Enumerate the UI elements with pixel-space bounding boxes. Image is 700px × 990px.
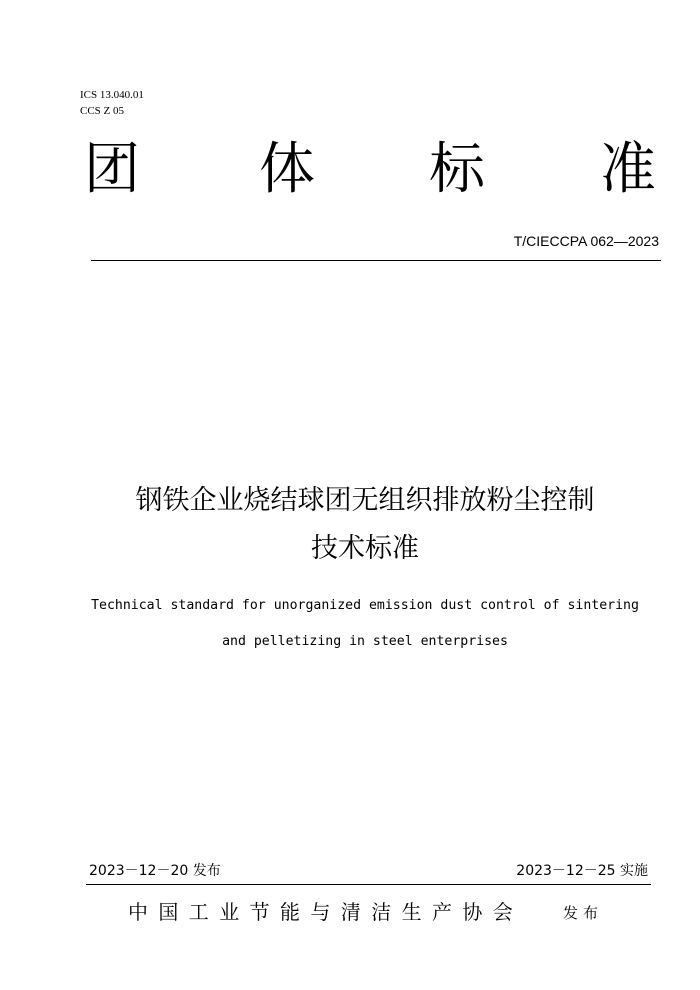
title-en-line-1: Technical standard for unorganized emission dust control of sintering bbox=[91, 598, 639, 613]
doc-type-char: 标 bbox=[429, 137, 485, 202]
doc-type-char: 团 bbox=[84, 137, 140, 202]
doc-type-char: 体 bbox=[259, 137, 315, 202]
standard-number: T/CIECCPA 062—2023 bbox=[513, 233, 659, 249]
ics-code: ICS 13.040.01 bbox=[80, 89, 144, 101]
title-en-line-2: and pelletizing in steel enterprises bbox=[222, 634, 508, 649]
publish-label: 发布 bbox=[563, 904, 604, 922]
footer-divider bbox=[86, 884, 651, 885]
doc-type-char: 准 bbox=[600, 137, 656, 202]
effective-date: 2023－12－25 实施 bbox=[516, 863, 648, 879]
ccs-code: CCS Z 05 bbox=[80, 105, 125, 117]
title-zh-line-1: 钢铁企业烧结球团无组织排放粉尘控制 bbox=[135, 485, 595, 516]
header-divider bbox=[91, 260, 661, 261]
title-zh-line-2: 技术标准 bbox=[311, 533, 419, 564]
publish-date: 2023－12－20 发布 bbox=[89, 863, 221, 879]
publisher-name: 中国工业节能与清洁生产协会 bbox=[128, 900, 524, 924]
